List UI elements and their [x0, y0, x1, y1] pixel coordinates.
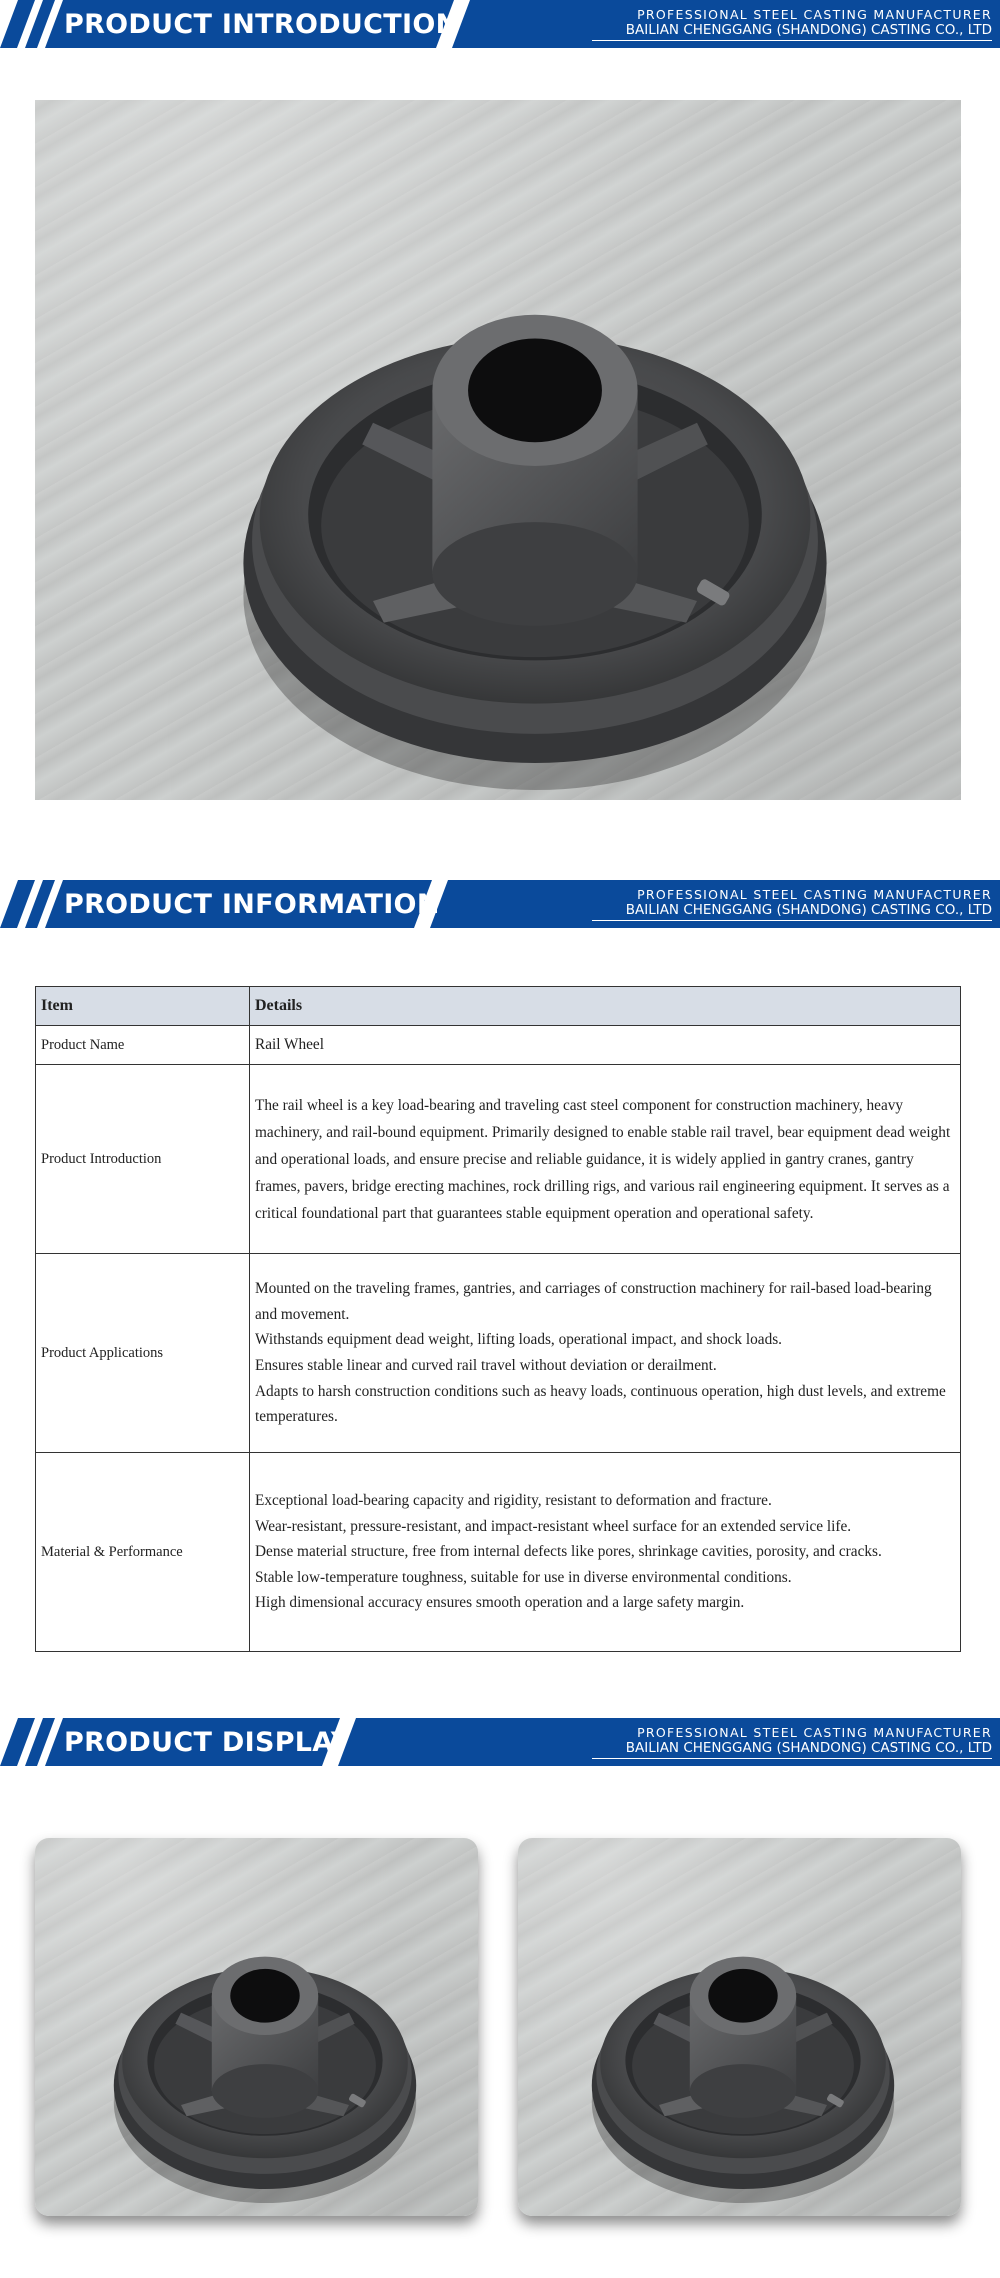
list-item: Adapts to harsh construction conditions such as heavy loads, continuous operation, high dust levels, and extreme temperatures. — [255, 1382, 946, 1426]
banner-product-introduction — [0, 0, 1000, 48]
table-row — [36, 1453, 961, 1652]
list-item: Withstands equipment dead weight, lifting loads, operational impact, and shock loads. — [255, 1331, 783, 1349]
rail-wheel-image — [518, 1838, 961, 2216]
column-header-item: Item — [36, 987, 250, 1026]
banner-tagline: PROFESSIONAL STEEL CASTING MANUFACTURER — [637, 1725, 992, 1740]
product-photo-display-1 — [35, 1838, 478, 2216]
rail-wheel-image — [35, 100, 961, 800]
section-title: PRODUCT INTRODUCTION — [64, 9, 459, 40]
product-photo-main — [35, 100, 961, 800]
product-spec-table — [35, 986, 961, 1652]
list-item: Dense material structure, free from internal defects like pores, shrinkage cavities, porosity, and cracks. — [255, 1543, 882, 1561]
banner-product-display — [0, 1718, 1000, 1766]
list-item: Exceptional load-bearing capacity and rigidity, resistant to deformation and fracture. — [255, 1492, 772, 1510]
table-row — [36, 1065, 961, 1254]
row-value — [250, 1453, 961, 1652]
section-title: PRODUCT DISPLAY — [64, 1727, 351, 1758]
banner-company-name: BAILIAN CHENGGANG (SHANDONG) CASTING CO., LTD — [592, 902, 992, 921]
row-value — [250, 1254, 961, 1453]
list-item: Stable low-temperature toughness, suitable for use in diverse environmental conditions. — [255, 1568, 792, 1586]
banner-product-information — [0, 880, 1000, 928]
row-value: The rail wheel is a key load-bearing and traveling cast steel component for construction machinery, heavy machinery, and rail-bound equipment. Primarily designed to enable stable rail travel, bear equipment dead weight and operational loads, and ensure precise and reliable guidance, it is widely applied in gantry cranes, gantry frames, pavers, bridge erecting machines, rock drilling rigs, and various rail engineering equipment. It serves as a critical foundational part that guarantees stable equipment operation and operational safety. — [250, 1065, 961, 1254]
row-label: Product Applications — [36, 1254, 250, 1453]
rail-wheel-image — [35, 1838, 478, 2216]
banner-company-name: BAILIAN CHENGGANG (SHANDONG) CASTING CO., LTD — [592, 22, 992, 41]
column-header-details: Details — [250, 987, 961, 1026]
banner-tagline: PROFESSIONAL STEEL CASTING MANUFACTURER — [637, 887, 992, 902]
table-row — [36, 1254, 961, 1453]
list-item: Ensures stable linear and curved rail travel without deviation or derailment. — [255, 1357, 717, 1374]
list-item: Wear-resistant, pressure-resistant, and impact-resistant wheel surface for an extended service life. — [255, 1517, 852, 1535]
row-label: Product Name — [36, 1026, 250, 1065]
banner-tagline: PROFESSIONAL STEEL CASTING MANUFACTURER — [637, 7, 992, 22]
list-item: Mounted on the traveling frames, gantries, and carriages of construction machinery for rail-based load-bearing and movement. — [255, 1280, 932, 1323]
row-label: Product Introduction — [36, 1065, 250, 1254]
table-row — [36, 1026, 961, 1065]
product-photo-display-2 — [518, 1838, 961, 2216]
table-header-row — [36, 987, 961, 1026]
list-item: High dimensional accuracy ensures smooth operation and a large safety margin. — [255, 1594, 745, 1612]
banner-company-name: BAILIAN CHENGGANG (SHANDONG) CASTING CO., LTD — [592, 1740, 992, 1759]
row-label: Material & Performance — [36, 1453, 250, 1652]
section-title: PRODUCT INFORMATION — [64, 889, 440, 920]
row-value: Rail Wheel — [250, 1026, 961, 1065]
